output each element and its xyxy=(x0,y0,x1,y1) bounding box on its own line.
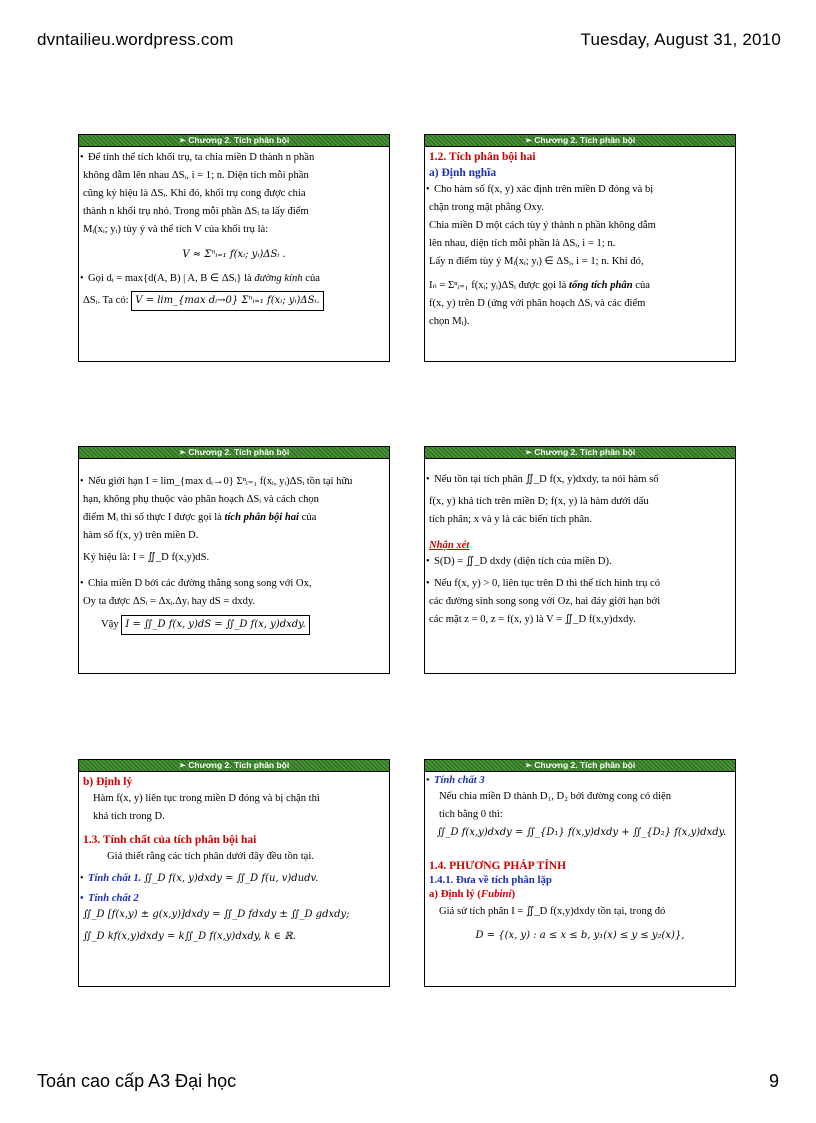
s3-line-1: • Nếu giới hạn I = lim_{max dᵢ→0} Σⁿᵢ₌₁ f(xᵢ, yᵢ)ΔSᵢ tồn tại hữu xyxy=(83,473,385,491)
s4-line-5: • Nếu f(x, y) > 0, liên tục trên D thì thể tích hình trụ có xyxy=(429,575,731,593)
slide-title: ➢ Chương 2. Tích phân bội xyxy=(425,135,735,147)
s3-line-2: hạn, không phụ thuộc vào phân hoạch ΔSᵢ và cách chọn xyxy=(83,494,319,505)
s6-line-2: tích bằng 0 thì: xyxy=(439,809,503,820)
s2-line-6: Iₙ = Σⁿᵢ₌₁ f(xᵢ; yᵢ)ΔSᵢ được gọi là tổng tích phân của xyxy=(429,280,650,291)
s2-line-3: Chia miền D một cách tùy ý thành n phần không dẫm xyxy=(429,220,656,231)
s4-line-7: các mặt z = 0, z = f(x, y) là V = ∬_D f(x,y)dxdy. xyxy=(429,614,636,625)
s5-line-3: Giả thiết rằng các tích phân dưới đây đều tồn tại. xyxy=(107,851,314,862)
s1-line-1: • Để tính thể tích khối trụ, ta chia miền D thành n phần xyxy=(83,149,385,167)
s4-line-1: • Nếu tồn tại tích phân ∬_D f(x, y)dxdy, ta nói hàm số xyxy=(429,471,731,489)
course-name: Toán cao cấp A3 Đại học xyxy=(37,1071,237,1091)
s6-formula-2: D = {(x, y) : a ≤ x ≤ b, y₁(x) ≤ y ≤ y₂(x)}, xyxy=(475,930,685,941)
s4-line-6: các đường sinh song song với Oz, hai đáy giới hạn bởi xyxy=(429,596,661,607)
s1-formula-sum: V ≈ Σⁿᵢ₌₁ f(xᵢ; yᵢ)ΔSᵢ . xyxy=(182,249,286,260)
s2-line-7: f(x, y) trên D (ứng với phân hoạch ΔSᵢ và các điểm xyxy=(429,298,646,309)
slide-title: ➢ Chương 2. Tích phân bội xyxy=(79,447,389,459)
site-name: dvntailieu.wordpress.com xyxy=(37,30,234,49)
slide-title: ➢ Chương 2. Tích phân bội xyxy=(79,135,389,147)
s2-line-2: chặn trong mặt phẳng Oxy. xyxy=(429,202,544,213)
slide-3 xyxy=(78,446,390,674)
s5-heading-properties: 1.3. Tính chất của tích phân bội hai xyxy=(83,834,257,846)
s4-heading-remark: Nhận xét xyxy=(429,540,470,551)
s3-line-3: điểm Mᵢ thì số thực I được gọi là tích phân bội hai của xyxy=(83,512,317,523)
s4-line-3: tích phân; x và y là các biến tích phân. xyxy=(429,514,592,525)
s2-heading-section: 1.2. Tích phân bội hai xyxy=(429,151,536,163)
s3-formula-box: I = ∬_D f(x, y)dS = ∬_D f(x, y)dxdy. xyxy=(121,615,309,635)
s6-line-3: Giả sử tích phân I = ∬_D f(x,y)dxdy tồn tại, trong đó xyxy=(439,906,666,917)
page-number: 9 xyxy=(768,1071,779,1091)
s1-line-4: thành n khối trụ nhỏ. Trong mỗi phần ΔSᵢ ta lấy điểm xyxy=(83,206,309,217)
s1-line-3: cũng ký hiệu là ΔSᵢ. Khi đó, khối trụ cong được chia xyxy=(83,188,306,199)
s1-line-7: ΔSᵢ. Ta có: V = lim_{max dᵢ→0} Σⁿᵢ₌₁ f(xᵢ; yᵢ)ΔSᵢ. xyxy=(83,291,385,311)
s1-line-6: • Gọi dᵢ = max{d(A, B) | A, B ∈ ΔSᵢ} là đường kính của xyxy=(83,270,385,288)
s3-line-7: Oy ta được ΔSᵢ = Δxᵢ.Δyᵢ hay dS = dxdy. xyxy=(83,596,256,607)
s3-line-5: Ký hiệu là: I = ∬_D f(x,y)dS. xyxy=(83,552,210,563)
s6-property-3-label: • Tính chất 3 xyxy=(429,774,731,788)
s2-line-1: • Cho hàm số f(x, y) xác định trên miền D đóng và bị xyxy=(429,181,731,199)
slide-2 xyxy=(424,134,736,362)
s4-line-4: • S(D) = ∬_D dxdy (diện tích của miền D). xyxy=(429,553,731,571)
s2-line-8: chọn Mᵢ). xyxy=(429,316,470,327)
slide-6 xyxy=(424,759,736,987)
slide-title: ➢ Chương 2. Tích phân bội xyxy=(425,760,735,772)
s5-property-2-label: • Tính chất 2 xyxy=(83,892,385,906)
s1-line-5: Mᵢ(xᵢ; yᵢ) tùy ý và thể tích V của khối trụ là: xyxy=(83,224,269,235)
s1-volume-formula-box: V = lim_{max dᵢ→0} Σⁿᵢ₌₁ f(xᵢ; yᵢ)ΔSᵢ. xyxy=(131,291,323,311)
s1-line-2: không dẫm lên nhau ΔSᵢ, i = 1; n. Diện tích mỗi phần xyxy=(83,170,309,181)
s6-heading-fubini: a) Định lý (Fubini) xyxy=(429,888,516,900)
s5-property-1: • Tính chất 1. ∬_D f(x, y)dxdy = ∬_D f(u, v)dudv. xyxy=(83,870,385,888)
s6-line-1: Nếu chia miền D thành D₁, D₂ bởi đường cong có diện xyxy=(439,791,672,802)
s2-line-5: Lấy n điểm tùy ý Mᵢ(xᵢ; yᵢ) ∈ ΔSᵢ, i = 1; n. Khi đó, xyxy=(429,256,644,267)
s3-line-8: Vậy I = ∬_D f(x, y)dS = ∬_D f(x, y)dxdy. xyxy=(83,615,385,635)
s5-formula-3: ∬_D kf(x,y)dxdy = k∬_D f(x,y)dxdy, k ∈ ℝ. xyxy=(83,931,296,942)
s5-formula-2: ∬_D [f(x,y) ± g(x,y)]dxdy = ∬_D fdxdy ± ∬_D gdxdy; xyxy=(83,909,350,920)
slide-title: ➢ Chương 2. Tích phân bội xyxy=(79,760,389,772)
slide-5 xyxy=(78,759,390,987)
document-date: Tuesday, August 31, 2010 xyxy=(580,30,781,49)
s5-line-2: khả tích trong D. xyxy=(93,811,165,822)
s6-heading-iterated: 1.4.1. Đưa về tích phân lặp xyxy=(429,874,552,886)
s5-heading-theorem: b) Định lý xyxy=(83,776,133,788)
slide-4 xyxy=(424,446,736,674)
s3-line-4: hàm số f(x, y) trên miền D. xyxy=(83,530,199,541)
s3-line-6: • Chia miền D bởi các đường thẳng song song với Ox, xyxy=(83,575,385,593)
slide-1 xyxy=(78,134,390,362)
s5-line-1: Hàm f(x, y) liên tục trong miền D đóng và bị chặn thì xyxy=(93,793,320,804)
s6-formula-1: ∬_D f(x,y)dxdy = ∬_{D₁} f(x,y)dxdy + ∬_{D₂} f(x,y)dxdy. xyxy=(437,827,727,838)
s2-heading-definition: a) Định nghĩa xyxy=(429,167,497,179)
s6-heading-method: 1.4. PHƯƠNG PHÁP TÍNH xyxy=(429,860,567,872)
s4-line-2: f(x, y) khả tích trên miền D; f(x, y) là hàm dưới dấu xyxy=(429,496,649,507)
slide-title: ➢ Chương 2. Tích phân bội xyxy=(425,447,735,459)
s2-line-4: lên nhau, diện tích mỗi phần là ΔSᵢ, i = 1; n. xyxy=(429,238,616,249)
